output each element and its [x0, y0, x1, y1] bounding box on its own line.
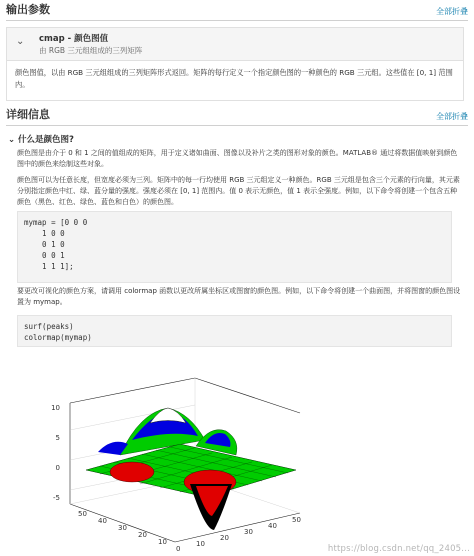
- y-tick: 0: [176, 545, 181, 553]
- x-tick: 10: [196, 540, 205, 548]
- x-tick: 40: [268, 522, 277, 530]
- details-collapse-all-link[interactable]: 全部折叠: [436, 112, 468, 121]
- back-edge-top: [70, 378, 195, 403]
- x-tick: 20: [220, 534, 229, 542]
- z-tick: 10: [51, 404, 60, 412]
- surface-plot-figure: [0, 352, 474, 556]
- argument-description: 颜色图值，以由 RGB 三元组组成的三列矩阵形式返回。矩阵的每行定义一个指定颜色图的一种颜色的 RGB 三元组。这些值在 [0, 1] 范围内。: [7, 60, 463, 100]
- what-is-colormap-toggle[interactable]: [8, 133, 74, 145]
- collapse-all-link[interactable]: 全部折叠: [436, 7, 468, 16]
- y-tick: 30: [118, 524, 127, 532]
- z-tick: 5: [55, 434, 60, 442]
- paragraph-3: 要更改可视化的颜色方案，请调用 colormap 函数以更改所属坐标区或图窗的颜色图。例如，以下命令将创建一个曲面图，并将图窗的颜色图设置为 mymap。: [17, 287, 461, 306]
- y-tick: 40: [98, 517, 107, 525]
- question-title: 什么是颜色图?: [18, 135, 74, 145]
- chevron-down-icon[interactable]: ⌄: [16, 36, 25, 47]
- chevron-down-icon: ⌄: [8, 135, 16, 145]
- y-tick: 20: [138, 531, 147, 539]
- output-args-header: [6, 0, 468, 21]
- watermark: https://blog.csdn.net/qq_2405...: [327, 544, 470, 554]
- y-tick: 10: [158, 538, 167, 546]
- y-axis-line: [175, 513, 300, 542]
- z-tick: -5: [53, 494, 60, 502]
- code-block-surf: surf(peaks) colormap(mymap): [17, 315, 452, 347]
- y-tick-labels: [78, 510, 180, 553]
- y-tick: 50: [78, 510, 87, 518]
- argument-name: cmap - 颜色图值: [39, 34, 109, 44]
- argument-card-cmap: [6, 27, 464, 101]
- back-edge-right: [195, 378, 300, 413]
- output-args-title: 输出参数: [6, 3, 50, 16]
- x-tick: 50: [292, 516, 301, 524]
- paragraph-1: 颜色图是由介于 0 和 1 之间的值组成的矩阵，用于定义诸如曲面、图像以及补片之类的图形对象的颜色。MATLAB® 通过将数据值映射到颜色图中的颜色来绘制这些对象。: [17, 149, 458, 168]
- paragraph-2: 颜色图可以为任意长度，但宽度必须为三列。矩阵中的每一行均使用 RGB 三元组定义一种颜色。RGB 三元组是包含三个元素的行向量，其元素分别指定颜色中红、绿、蓝分量的强度。强度必须在 [0, 1] 范围内。值 0 表示无颜色，值 1 表示全强度。例如，以下命令将创建一个包含五种颜色（黑色、红色、绿色、蓝色和白色）的颜色图。: [17, 176, 460, 206]
- z-tick: 0: [55, 464, 60, 472]
- argument-card-header[interactable]: [7, 28, 463, 58]
- code-block-mymap: mymap = [0 0 0 1 0 0 0 1 0 0 0 1 1 1 1];: [17, 211, 452, 283]
- surface-pit-red-left: [110, 462, 154, 482]
- argument-subtitle: 由 RGB 三元组组成的三列矩阵: [39, 46, 143, 55]
- x-tick: 30: [244, 528, 253, 536]
- details-header: [6, 105, 468, 126]
- details-title: 详细信息: [6, 108, 50, 121]
- z-tick-labels: [51, 404, 60, 502]
